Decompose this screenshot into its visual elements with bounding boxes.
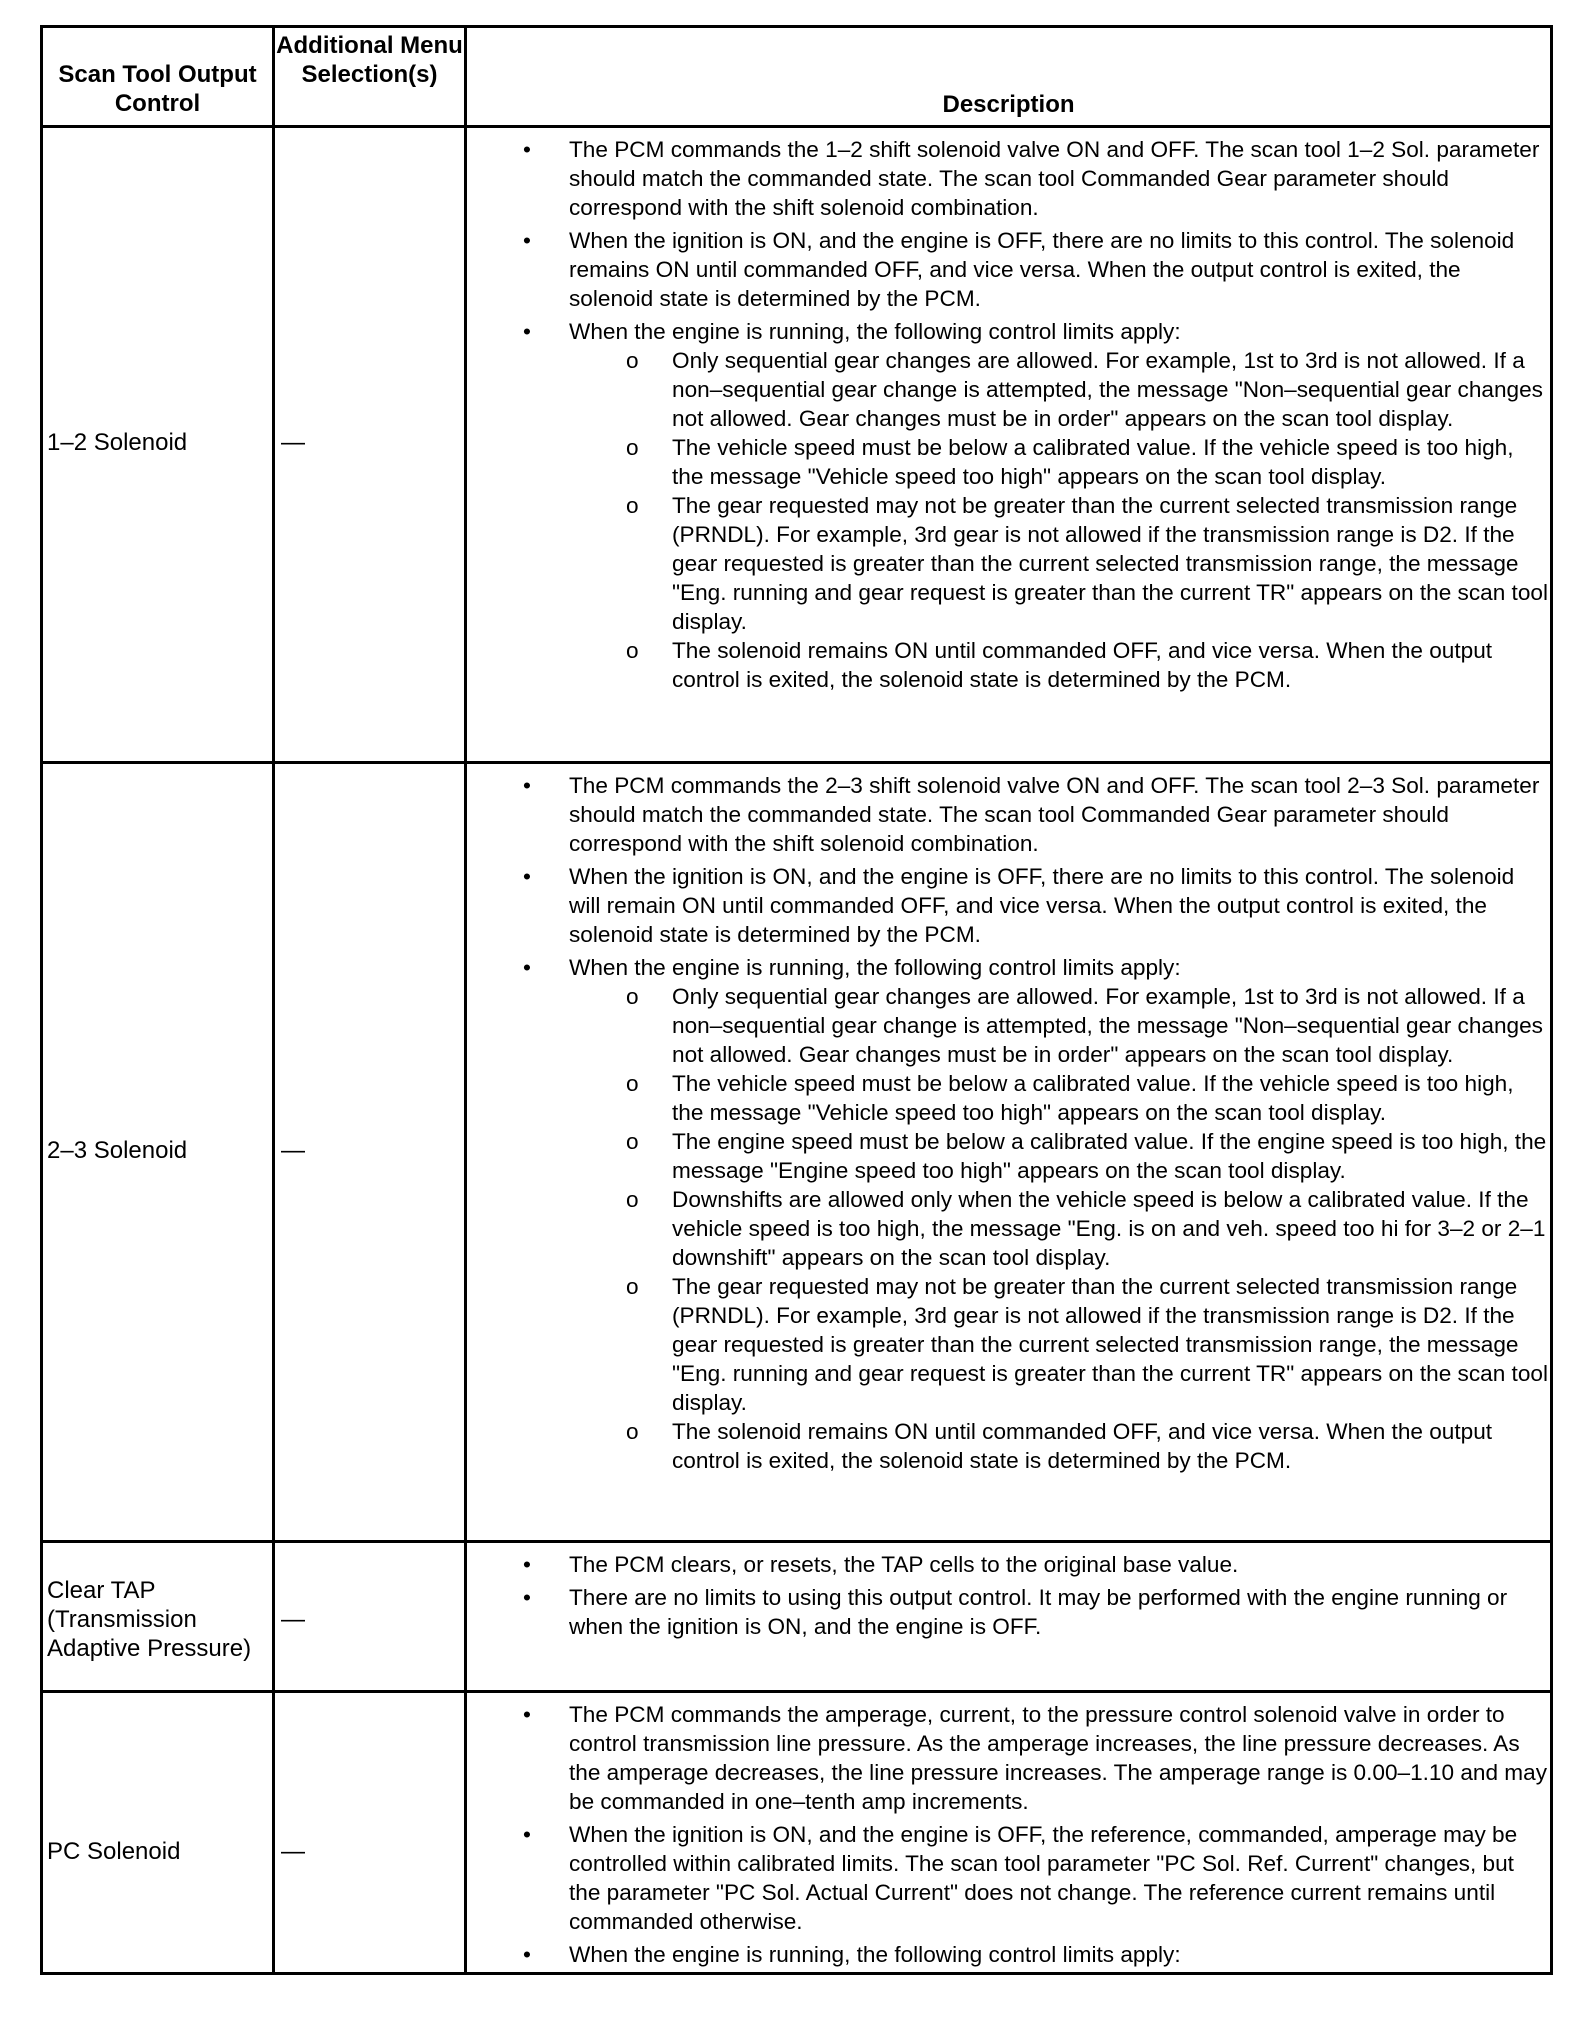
bullet-item — [467, 317, 1550, 694]
row-divider — [43, 1540, 1550, 1543]
sub-bullet-item: o The solenoid remains ON until commanded OFF, and vice versa. When the output control is exited, the solenoid state is determined by the PCM. — [569, 1417, 1550, 1475]
column-divider — [272, 28, 275, 1972]
output-control-table — [40, 25, 1553, 1975]
menu-selection-dash: — — [281, 1137, 305, 1164]
sub-bullet-item: o Only sequential gear changes are allowed. For example, 1st to 3rd is not allowed. If a non–sequential gear change is attempted, the message "Non–sequential gear changes not allowed. Gear changes must be in order" appears on the scan tool display. — [569, 346, 1550, 433]
sub-bullet-item: o The engine speed must be below a calibrated value. If the engine speed is too high, the message "Engine speed too high" appears on the scan tool display. — [569, 1127, 1550, 1185]
row-divider — [43, 761, 1550, 764]
header-description: Description — [942, 91, 1075, 118]
sub-bullet-item: o Downshifts are allowed only when the vehicle speed is below a calibrated value. If the vehicle speed is too high, the message "Eng. is on and veh. speed too hi for 3–2 or 2–1 downshift" appears on the scan tool display. — [569, 1185, 1550, 1272]
sub-bullet-item: o Only sequential gear changes are allowed. For example, 1st to 3rd is not allowed. If a non–sequential gear change is attempted, the message "Non–sequential gear changes not allowed. Gear changes must be in order" appears on the scan tool display. — [569, 982, 1550, 1069]
menu-selection-dash: — — [281, 1838, 305, 1865]
row-divider — [43, 1690, 1550, 1693]
bullet-item: • When the ignition is ON, and the engine is OFF, there are no limits to this control. The solenoid will remain ON until commanded OFF, and vice versa. When the output control is exited, the solenoid state is determined by the PCM. — [467, 862, 1550, 949]
header-scan-tool-output-control: Scan Tool Output Control — [58, 61, 257, 117]
description-cell — [467, 1550, 1550, 1645]
bullet-item: • When the engine is running, the following control limits apply: — [467, 1940, 1550, 1969]
description-cell — [467, 771, 1550, 1479]
row-name: 2–3 Solenoid — [47, 1137, 188, 1164]
row-name: PC Solenoid — [47, 1838, 181, 1865]
bullet-item — [467, 953, 1550, 1475]
row-name: Clear TAP (Transmission Adaptive Pressure) — [47, 1577, 252, 1662]
bullet-item: • When the ignition is ON, and the engine is OFF, there are no limits to this control. The solenoid remains ON until commanded OFF, and vice versa. When the output control is exited, the solenoid state is determined by the PCM. — [467, 226, 1550, 313]
sub-bullet-item: o The vehicle speed must be below a calibrated value. If the vehicle speed is too high, the message "Vehicle speed too high" appears on the scan tool display. — [569, 1069, 1550, 1127]
row-divider — [43, 125, 1550, 128]
row-name: 1–2 Solenoid — [47, 429, 188, 456]
menu-selection-dash: — — [281, 429, 305, 456]
bullet-item: • The PCM clears, or resets, the TAP cells to the original base value. — [467, 1550, 1550, 1579]
bullet-item: • The PCM commands the 2–3 shift solenoid valve ON and OFF. The scan tool 2–3 Sol. parameter should match the commanded state. The scan tool Commanded Gear parameter should correspond with the shift solenoid combination. — [467, 771, 1550, 858]
bullet-text: When the engine is running, the following control limits apply: — [569, 319, 1181, 344]
sub-bullet-item: o The gear requested may not be greater than the current selected transmission range (PRNDL). For example, 3rd gear is not allowed if the transmission range is D2. If the gear requested is greater than the current selected transmission range, the message "Eng. running and gear request is greater than the current TR" appears on the scan tool display. — [569, 1272, 1550, 1417]
bullet-item: • The PCM commands the 1–2 shift solenoid valve ON and OFF. The scan tool 1–2 Sol. parameter should match the commanded state. The scan tool Commanded Gear parameter should correspond with the shift solenoid combination. — [467, 135, 1550, 222]
description-cell — [467, 135, 1550, 698]
sub-bullet-item: o The vehicle speed must be below a calibrated value. If the vehicle speed is too high, the message "Vehicle speed too high" appears on the scan tool display. — [569, 433, 1550, 491]
bullet-item: • When the ignition is ON, and the engine is OFF, the reference, commanded, amperage may be controlled within calibrated limits. The scan tool parameter "PC Sol. Ref. Current" changes, but the parameter "PC Sol. Actual Current" does not change. The reference current remains until commanded otherwise. — [467, 1820, 1550, 1936]
bullet-item: • There are no limits to using this output control. It may be performed with the engine running or when the ignition is ON, and the engine is OFF. — [467, 1583, 1550, 1641]
bullet-item: • The PCM commands the amperage, current, to the pressure control solenoid valve in order to control transmission line pressure. As the amperage increases, the line pressure decreases. As the amperage decreases, the line pressure increases. The amperage range is 0.00–1.10 and may be commanded in one–tenth amp increments. — [467, 1700, 1550, 1816]
description-cell — [467, 1700, 1550, 1973]
sub-bullet-item: o The gear requested may not be greater than the current selected transmission range (PRNDL). For example, 3rd gear is not allowed if the transmission range is D2. If the gear requested is greater than the current selected transmission range, the message "Eng. running and gear request is greater than the current TR" appears on the scan tool display. — [569, 491, 1550, 636]
bullet-text: When the engine is running, the following control limits apply: — [569, 955, 1181, 980]
menu-selection-dash: — — [281, 1606, 305, 1633]
sub-bullet-item: o The solenoid remains ON until commanded OFF, and vice versa. When the output control is exited, the solenoid state is determined by the PCM. — [569, 636, 1550, 694]
header-additional-menu-selections: Additional Menu Selection(s) — [276, 32, 463, 88]
